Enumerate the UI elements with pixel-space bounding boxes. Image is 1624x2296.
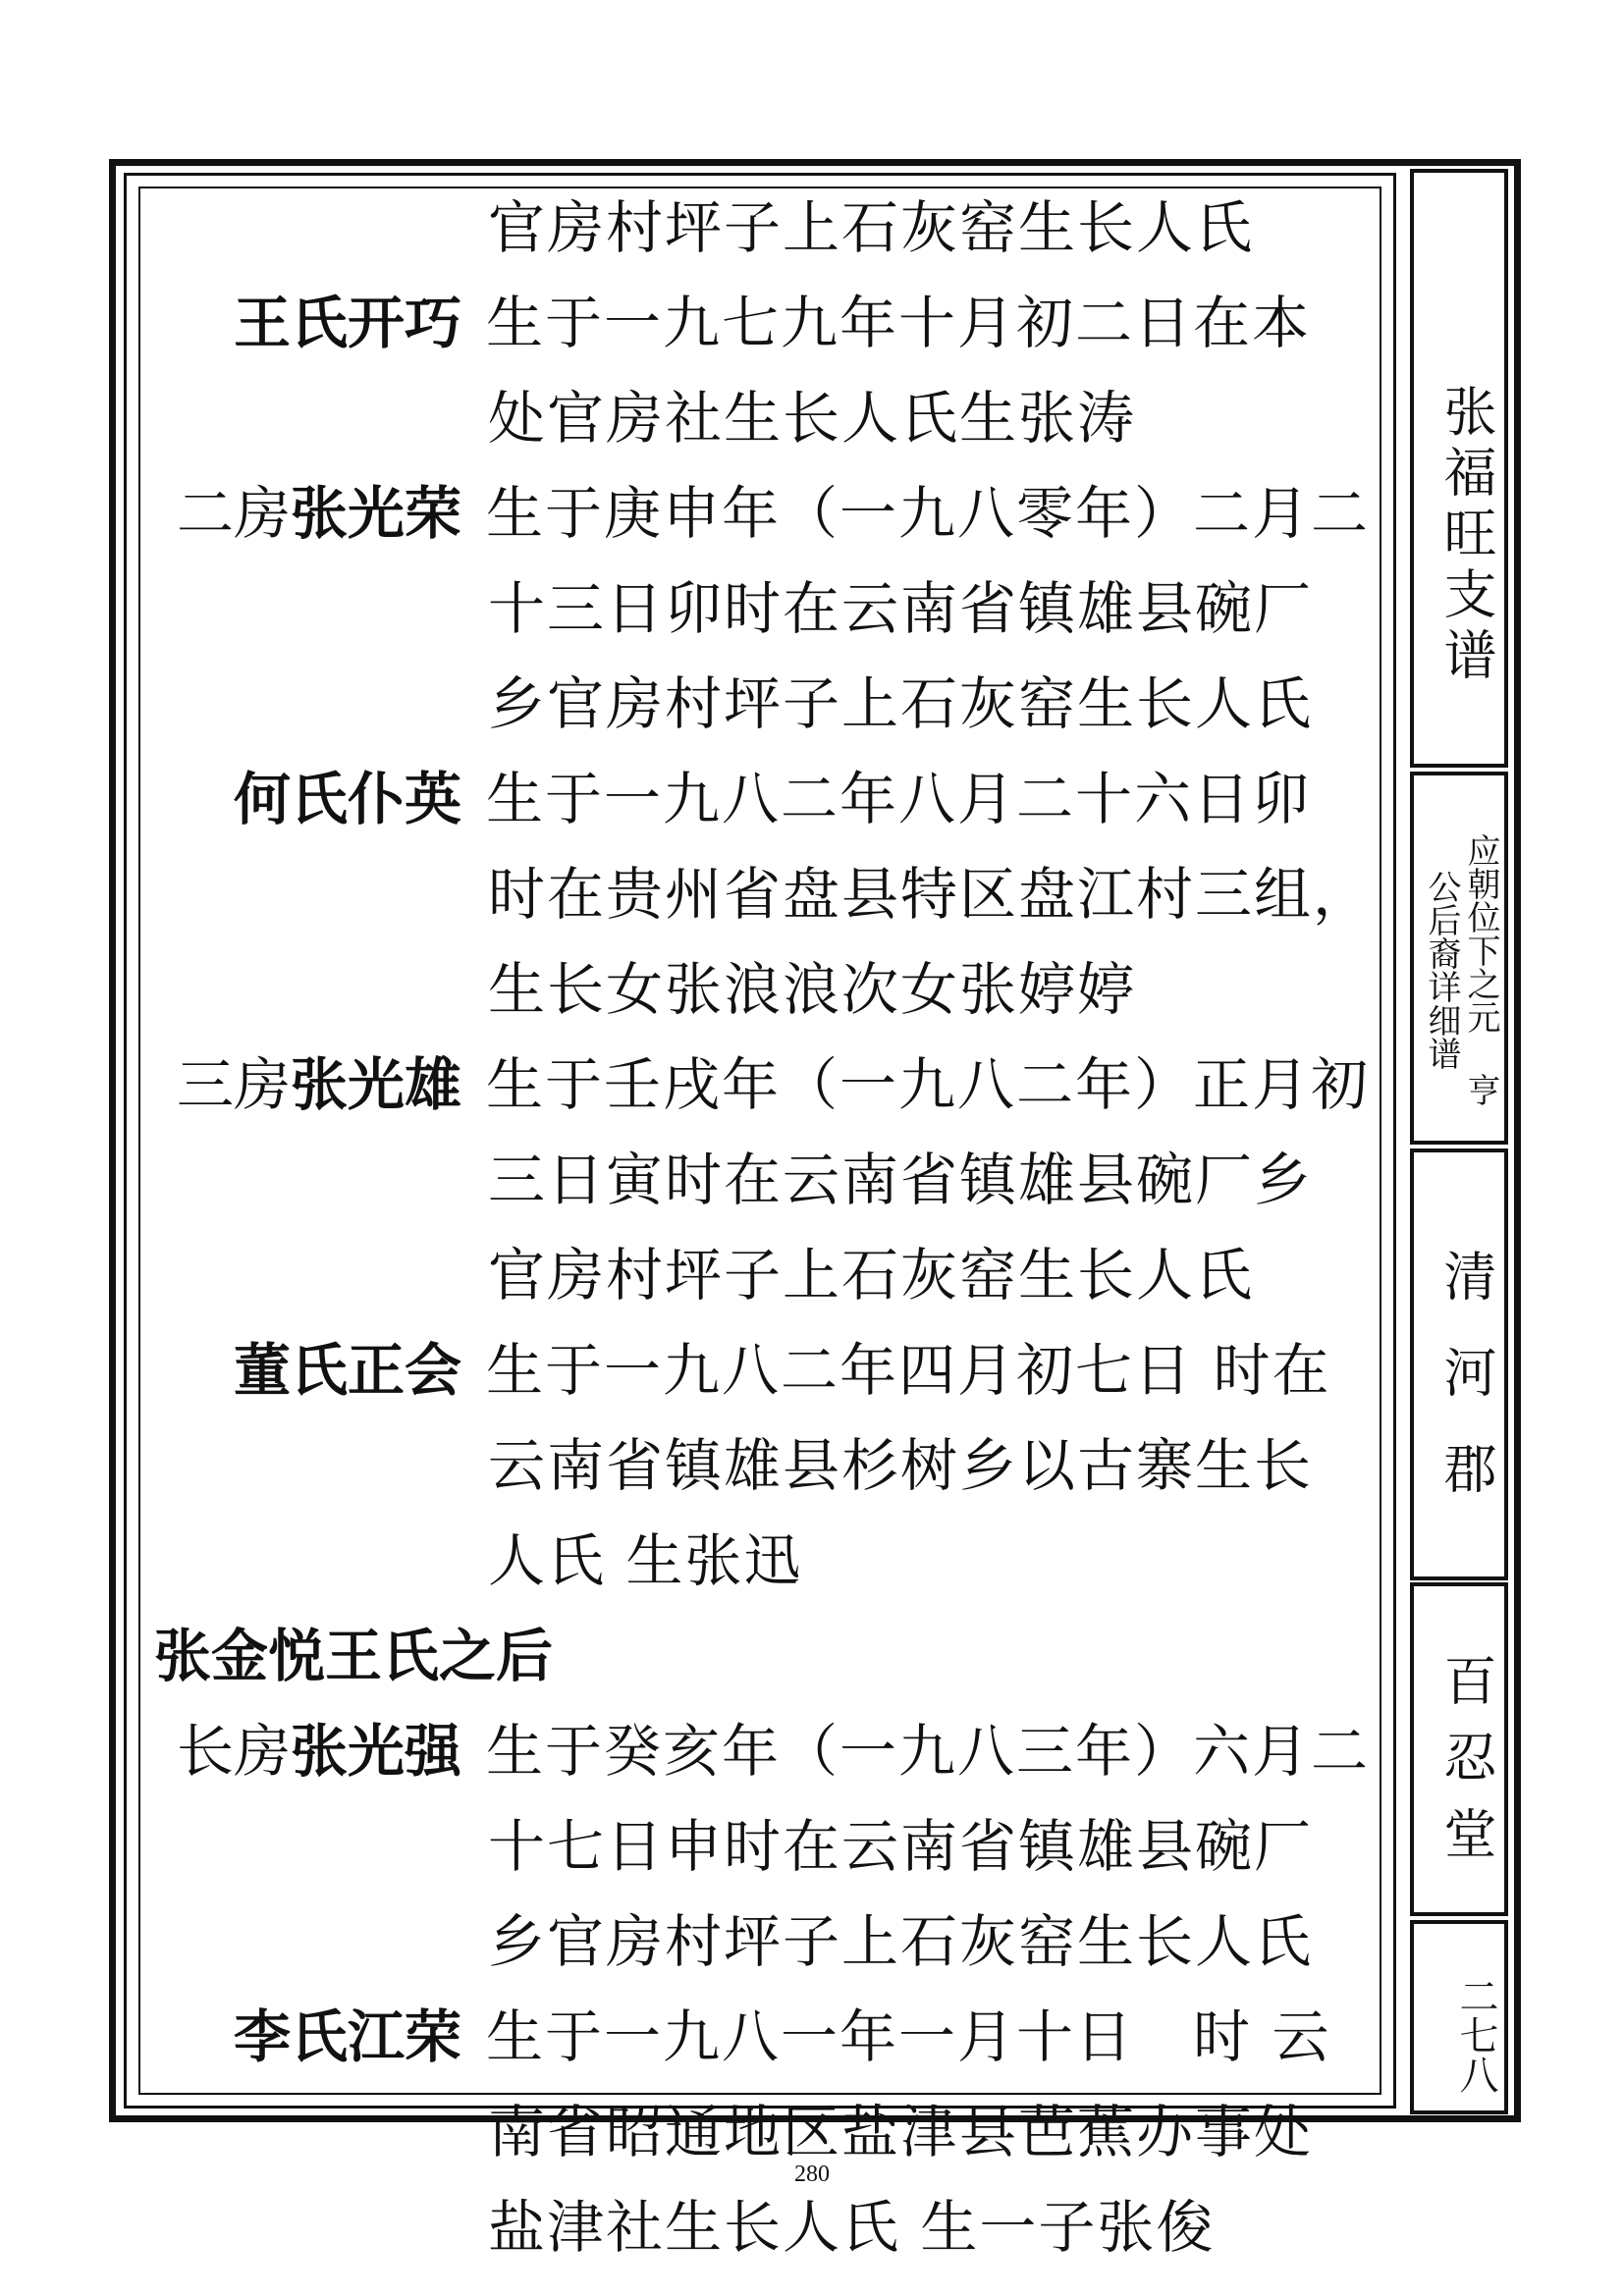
- side-commandery-box: [1410, 1148, 1508, 1580]
- branch-prefix: 二房: [176, 480, 291, 547]
- entry-continuation: 云南省镇雄县杉树乡以古寨生长: [488, 1432, 1314, 1499]
- person-name: 王氏开巧: [233, 290, 461, 356]
- person-label: [152, 1050, 461, 1119]
- entry-text: 生于一九八二年八月二十六日卯: [486, 766, 1312, 832]
- section-heading: 张金悦王氏之后: [154, 1623, 554, 1689]
- entry-text: 生于一九八二年四月初七日 时在: [486, 1337, 1331, 1404]
- branch-prefix: 三房: [176, 1051, 291, 1118]
- person-entry: [152, 1336, 1380, 1405]
- person-name: 张光强: [290, 1718, 461, 1785]
- person-entry: [152, 2002, 1380, 2071]
- entry-continuation: 盐津社生长人氏 生一子张俊: [488, 2194, 1216, 2261]
- person-name: 董氏正会: [233, 1337, 461, 1404]
- person-name: 张光雄: [290, 1051, 461, 1118]
- person-entry: [152, 289, 1380, 357]
- person-label: [152, 2002, 461, 2071]
- commandery-label: 清河郡: [1435, 1249, 1497, 1537]
- entry-continuation: 三日寅时在云南省镇雄县碗厂乡: [488, 1147, 1314, 1213]
- entry-continuation: 生长女张浪浪次女张婷婷: [488, 956, 1137, 1023]
- subtitle-block: [1410, 823, 1500, 1117]
- entry-continuation: 十三日卯时在云南省镇雄县碗厂: [488, 575, 1314, 642]
- subtitle-col1: 应朝位下之元: [1461, 833, 1500, 1034]
- person-entry: [152, 1717, 1380, 1786]
- person-label: [152, 1336, 461, 1405]
- main-text-panel: [138, 187, 1381, 2095]
- page-number: 280: [794, 2162, 830, 2187]
- entry-continuation: 乡官房村坪子上石灰窑生长人氏: [488, 1908, 1314, 1975]
- entry-continuation: 官房村坪子上石灰窑生长人氏: [488, 194, 1255, 261]
- side-folio-box: [1410, 1920, 1508, 2114]
- entry-continuation: 时在贵州省盘县特区盘江村三组，: [488, 861, 1373, 928]
- person-label: [152, 765, 461, 833]
- entry-continuation: 南省昭通地区盐津县芭蕉办事处: [488, 2099, 1314, 2165]
- person-entry: [152, 1050, 1380, 1119]
- person-entry: [152, 765, 1380, 833]
- entry-text: 生于一九八一年一月十日 时 云: [486, 2003, 1331, 2070]
- side-subtitle-box: [1410, 772, 1508, 1145]
- branch-prefix: 长房: [176, 1718, 291, 1785]
- person-name: 张光荣: [290, 480, 461, 547]
- hall-label: 百忍堂: [1435, 1653, 1497, 1883]
- side-hall-box: [1410, 1582, 1508, 1916]
- entry-continuation: 官房村坪子上石灰窑生长人氏: [488, 1242, 1255, 1308]
- person-name: 李氏江荣: [233, 2003, 461, 2070]
- person-entry: [152, 479, 1380, 548]
- entry-continuation: 十七日申时在云南省镇雄县碗厂: [488, 1813, 1314, 1880]
- book-title: 张福旺支谱: [1435, 384, 1497, 688]
- entry-text: 生于一九七九年十月初二日在本: [486, 290, 1312, 356]
- person-name: 何氏仆英: [233, 766, 461, 832]
- folio-number: 二七八: [1453, 1976, 1498, 2094]
- person-label: [152, 289, 461, 357]
- person-label: [152, 479, 461, 548]
- entry-continuation: 乡官房村坪子上石灰窑生长人氏: [488, 670, 1314, 737]
- person-label: [152, 1717, 461, 1786]
- entry-continuation: 人氏 生张迅: [488, 1527, 803, 1594]
- entry-continuation: 处官房社生长人氏生张涛: [488, 385, 1137, 452]
- entry-text: 生于壬戌年（一九八二年）正月初: [486, 1051, 1371, 1118]
- entry-text: 生于庚申年（一九八零年）二月二: [486, 480, 1371, 547]
- subtitle-col2: 亨公后裔详细谱: [1422, 870, 1500, 1106]
- entry-text: 生于癸亥年（一九八三年）六月二: [486, 1718, 1371, 1785]
- side-title-box: [1410, 169, 1508, 768]
